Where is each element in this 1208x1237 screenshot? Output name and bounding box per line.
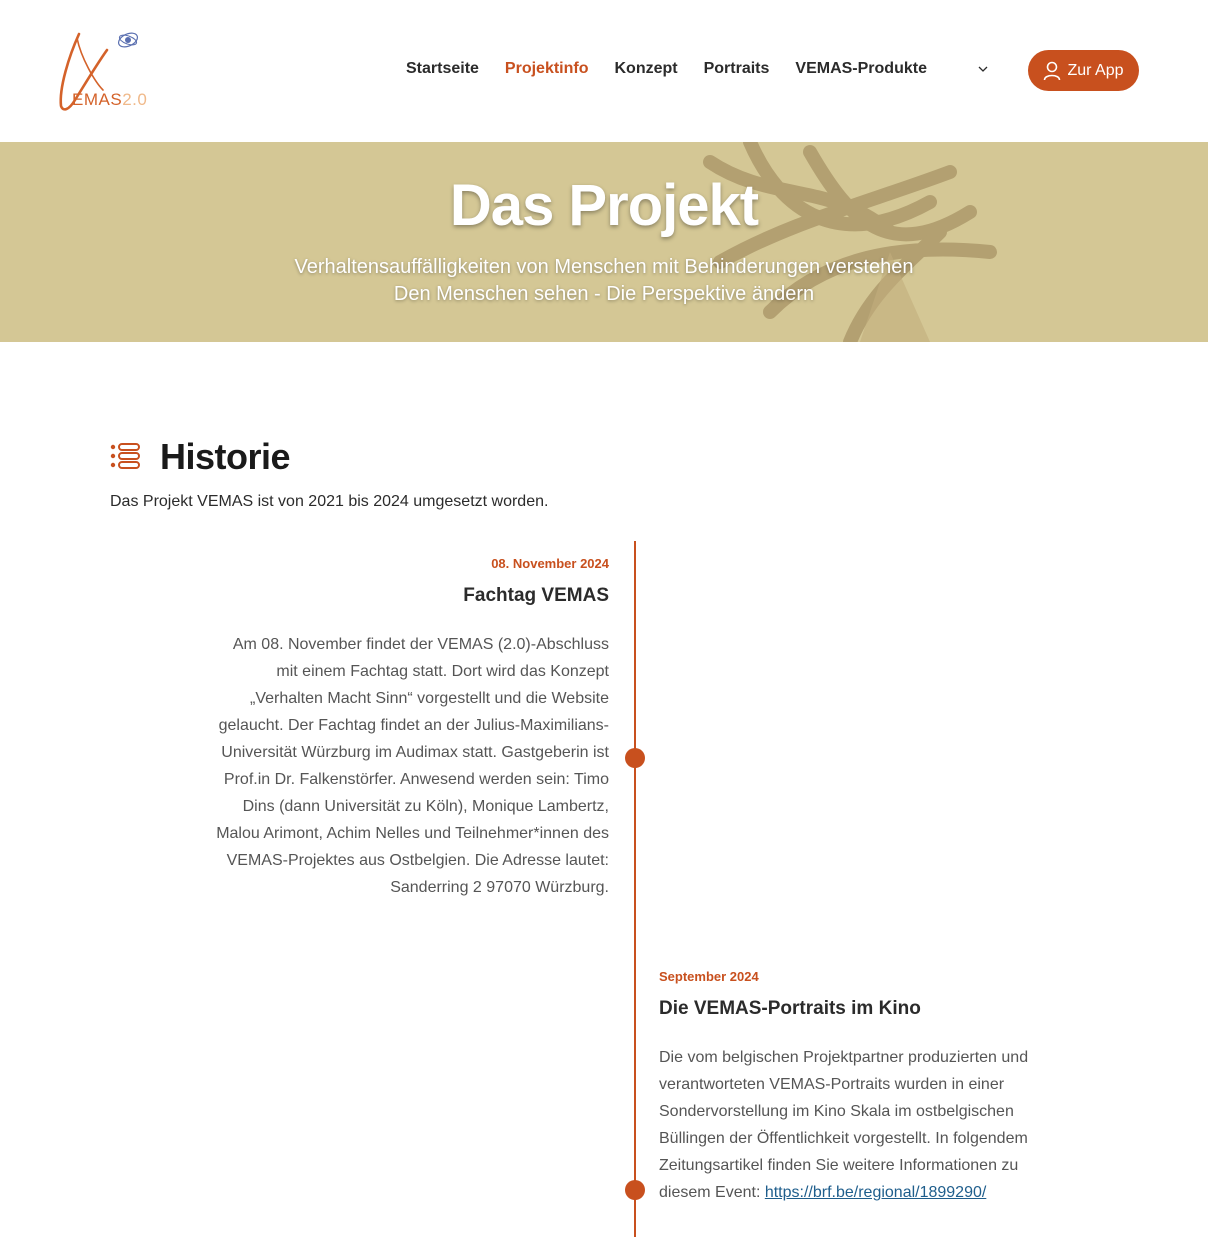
timeline-line bbox=[634, 541, 636, 1237]
zur-app-button[interactable] bbox=[1028, 50, 1139, 91]
entry-date: September 2024 bbox=[659, 969, 759, 984]
hero-title: Das Projekt bbox=[449, 173, 759, 238]
entry-date: 08. November 2024 bbox=[491, 556, 609, 571]
site-header bbox=[0, 0, 1208, 142]
hero-subtitle-line1: Verhaltensauffälligkeiten von Menschen mit Behinderungen verstehen bbox=[294, 256, 914, 278]
entry-text: Die vom belgischen Projektpartner produzierten und verantworteten VEMAS-Portraits wurden in einer Sondervorstellung im Kino Skala im ostbelgischen Büllingen der Öffentlichkeit vorgestellt. In folgendem Zeitungsartikel finden Sie weitere Informationen zu diesem Event: https://brf.be/regional/1899290/ bbox=[659, 1049, 1029, 1201]
nav-projektinfo[interactable]: Projektinfo bbox=[504, 60, 589, 77]
article-link[interactable]: https://brf.be/regional/1899290/ bbox=[764, 1184, 987, 1201]
main-nav bbox=[406, 60, 953, 78]
historie-intro: Das Projekt VEMAS ist von 2021 bis 2024 umgesetzt worden. bbox=[110, 493, 549, 510]
nav-vemas-produkte[interactable]: VEMAS-Produkte bbox=[795, 60, 927, 77]
timeline-entry-2 bbox=[659, 969, 1054, 1206]
hero-subtitle bbox=[0, 254, 1208, 308]
nav-konzept[interactable]: Konzept bbox=[614, 60, 678, 77]
list-icon bbox=[110, 442, 142, 474]
entry-text: Am 08. November findet der VEMAS (2.0)-Abschluss mit einem Fachtag statt. Dort wird das Konzept „Verhalten Macht Sinn“ vorgestellt und die Website gelaucht. Der Fachtag findet an der Julius-Maximilians-Universität Würzburg im Audimax statt. Gastgeberin ist Prof.in Dr. Falkenstörfer. Anwesend werden sein: Timo Dins (dann Universität zu Köln), Monique Lambertz, Malou Arimont, Achim Nelles und Teilnehmer*innen des VEMAS-Projektes aus Ostbelgien. Die Adresse lautet: Sanderring 2 97070 Würzburg. bbox=[216, 636, 609, 896]
nav-portraits[interactable]: Portraits bbox=[703, 60, 770, 77]
zur-app-label: Zur App bbox=[1067, 61, 1124, 79]
user-icon bbox=[1043, 61, 1061, 81]
timeline-dot bbox=[625, 748, 645, 768]
hero-subtitle-line2: Den Menschen sehen - Die Perspektive ändern bbox=[393, 283, 815, 305]
logo-wordmark: EMAS2.0 bbox=[72, 90, 148, 109]
entry-title: Fachtag VEMAS bbox=[463, 585, 609, 606]
chevron-down-icon[interactable] bbox=[976, 62, 990, 76]
timeline-dot bbox=[625, 1180, 645, 1200]
historie-heading: Historie bbox=[160, 436, 291, 477]
nav-startseite[interactable]: Startseite bbox=[406, 60, 479, 77]
timeline-entry-1 bbox=[210, 556, 609, 901]
entry-title: Die VEMAS-Portraits im Kino bbox=[659, 998, 921, 1019]
hero-banner bbox=[0, 142, 1208, 342]
